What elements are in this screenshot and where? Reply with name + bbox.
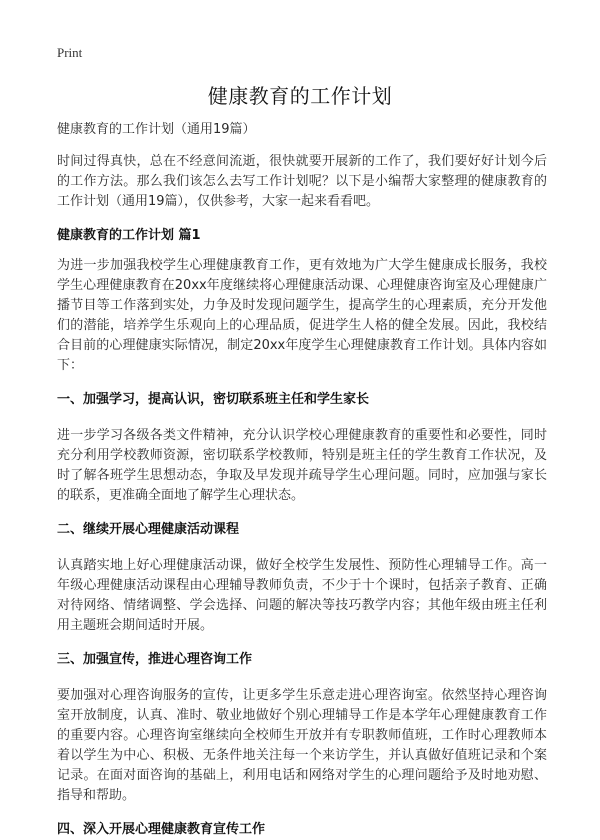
article-body xyxy=(57,120,547,840)
intro-paragraph: 时间过得真快，总在不经意间流逝，很快就要开展新的工作了，我们要好好计划今后的工作方法。那么我们该怎么去写工作计划呢？以下是小编帮大家整理的健康教育的工作计划（通用19篇），仅供参考，大家一起来看看吧。 xyxy=(57,154,547,209)
item-heading-1: 一、加强学习，提高认识，密切联系班主任和学生家长 xyxy=(57,392,370,407)
print-link[interactable]: Print xyxy=(57,45,83,60)
section-heading: 健康教育的工作计划 篇1 xyxy=(57,228,201,243)
item-body-1: 进一步学习各级各类文件精神，充分认识学校心理健康教育的重要性和必要性，同时充分利用学校教师资源，密切联系学校教师，特别是班主任的学生教育工作状况，及时了解各班学生思想动态，争取及早发现并疏导学生心理问题。同时，应加强与家长的联系，更准确全面地了解学生心理状态。 xyxy=(57,428,547,503)
article-subtitle: 健康教育的工作计划（通用19篇） xyxy=(57,122,256,137)
item-body-2: 认真踏实地上好心理健康活动课，做好全校学生发展性、预防性心理辅导工作。高一年级心理健康活动课程由心理辅导教师负责，不少于十个课时，包括亲子教育、正确对待网络、情绪调整、学会选择、问题的解决等技巧教学内容；其他年级由班主任利用主题班会期间适时开展。 xyxy=(57,558,547,633)
item-body-3: 要加强对心理咨询服务的宣传，让更多学生乐意走进心理咨询室。依然坚持心理咨询室开放制度，认真、准时、敬业地做好个别心理辅导工作是本学年心理健康教育工作的重要内容。心理咨询室继续向全校师生开放并有专职教师值班，工作时心理教师本着以学生为中心、积极、无条件地关注每一个来访学生，并认真做好值班记录和个案记录。在面对面咨询的基础上，利用电话和网络对学生的心理问题给予及时地劝慰、指导和帮助。 xyxy=(57,688,547,803)
page-title: 健康教育的工作计划 xyxy=(207,84,393,108)
item-heading-4: 四、深入开展心理健康教育宣传工作 xyxy=(57,822,266,837)
item-heading-2: 二、继续开展心理健康活动课程 xyxy=(57,522,240,537)
item-heading-3: 三、加强宣传，推进心理咨询工作 xyxy=(57,652,253,667)
section-intro-paragraph: 为进一步加强我校学生心理健康教育工作，更有效地为广大学生健康成长服务，我校学生心理健康教育在20xx年度继续将心理健康活动课、心理健康咨询室及心理健康广播节目等工作落到实处，力争及时发现问题学生，提高学生的心理素质，充分开发他们的潜能，培养学生乐观向上的心理品质，促进学生人格的健全发展。因此，我校结合目前的心理健康实际情况，制定20xx年度学生心理健康教育工作计划。具体内容如下： xyxy=(57,258,547,373)
